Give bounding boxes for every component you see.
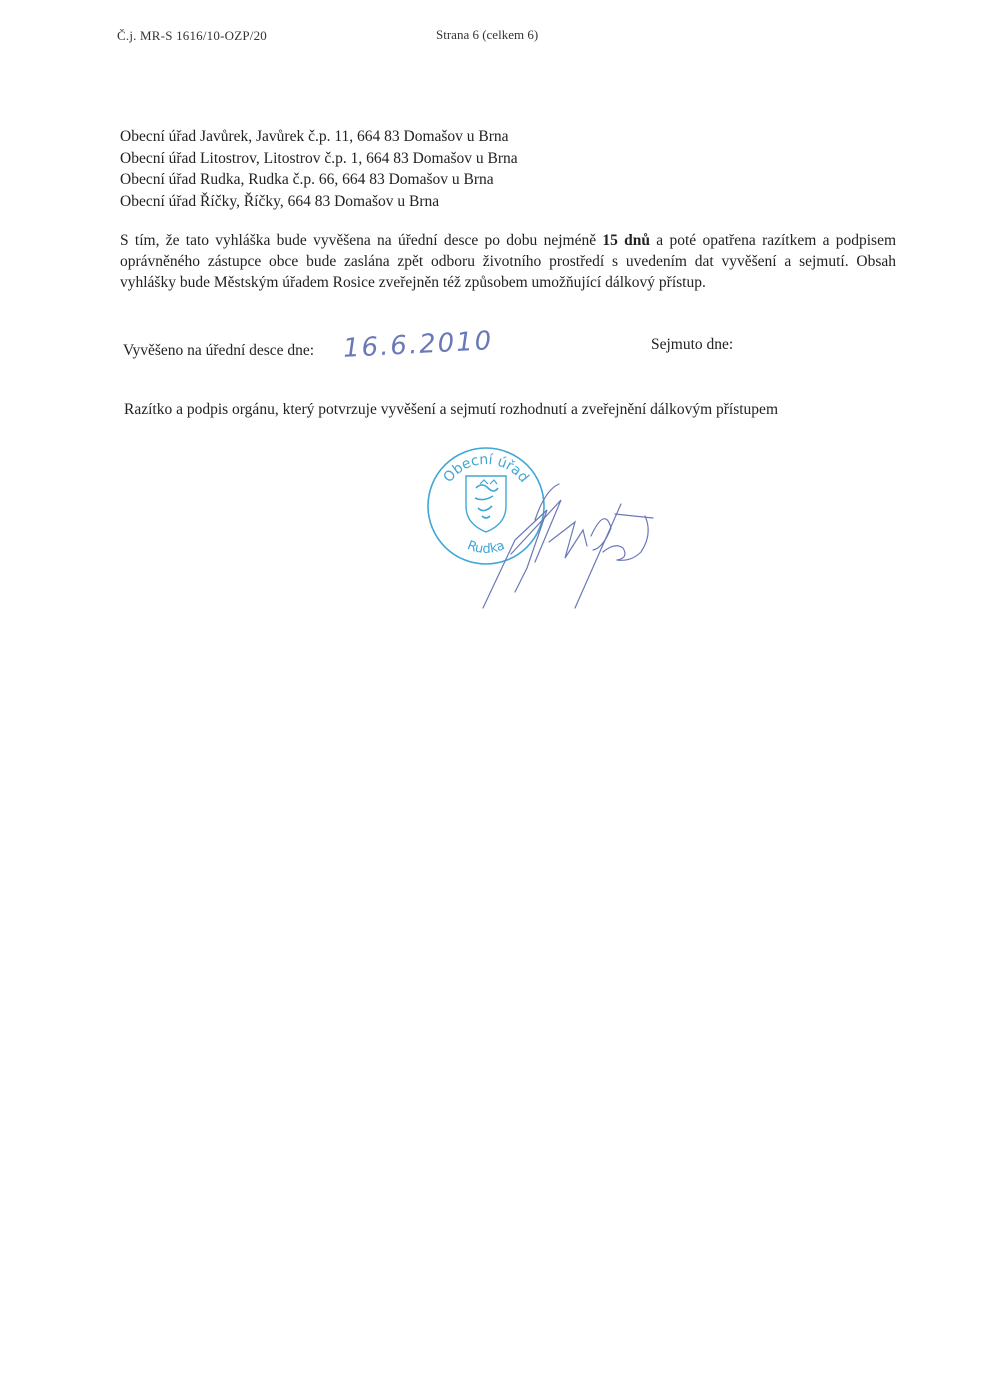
recipient-list bbox=[120, 126, 518, 212]
page-number: Strana 6 (celkem 6) bbox=[436, 27, 539, 42]
stamp-top-text: Obecní úřad bbox=[440, 451, 532, 486]
notice-text-start: S tím, že tato vyhláška bude vyvěšena na úřední desce po dobu nejméně bbox=[120, 232, 603, 249]
posted-label: Vyvěšeno na úřední desce dne: bbox=[123, 342, 315, 359]
removed-label: Sejmuto dne: bbox=[651, 336, 734, 353]
handwritten-signature bbox=[475, 480, 660, 610]
notice-paragraph bbox=[120, 230, 896, 293]
recipient-address: Obecní úřad Litostrov, Litostrov č.p. 1, 664 83 Domašov u Brna bbox=[120, 149, 518, 167]
recipient-address: Obecní úřad Javůrek, Javůrek č.p. 11, 664 83 Domašov u Brna bbox=[120, 128, 509, 145]
recipient-address: Obecní úřad Říčky, Říčky, 664 83 Domašov u Brna bbox=[120, 192, 440, 210]
reference-number: Č.j. MR-S 1616/10-OZP/20 bbox=[117, 28, 267, 43]
posted-date-handwritten: 16.6.2010 bbox=[342, 326, 495, 364]
recipient-address: Obecní úřad Rudka, Rudka č.p. 66, 664 83 Domašov u Brna bbox=[120, 171, 494, 188]
stamp-caption: Razítko a podpis orgánu, který potvrzuje vyvěšení a sejmutí rozhodnutí a zveřejnění dálkovým přístupem bbox=[124, 401, 778, 418]
notice-duration: 15 dnů bbox=[602, 232, 651, 249]
stamp-bottom-text: Rudka bbox=[465, 538, 507, 557]
notice-text-end: a poté opatřena razítkem a podpisem oprávněného zástupce obce bude zaslána zpět odboru životního prostředí s uvedením dat vyvěšení a sejmutí. Obsah vyhlášky bude Městským úřadem Rosice zveřejněn též způsobem umožňující dálkový přístup. bbox=[120, 232, 897, 291]
